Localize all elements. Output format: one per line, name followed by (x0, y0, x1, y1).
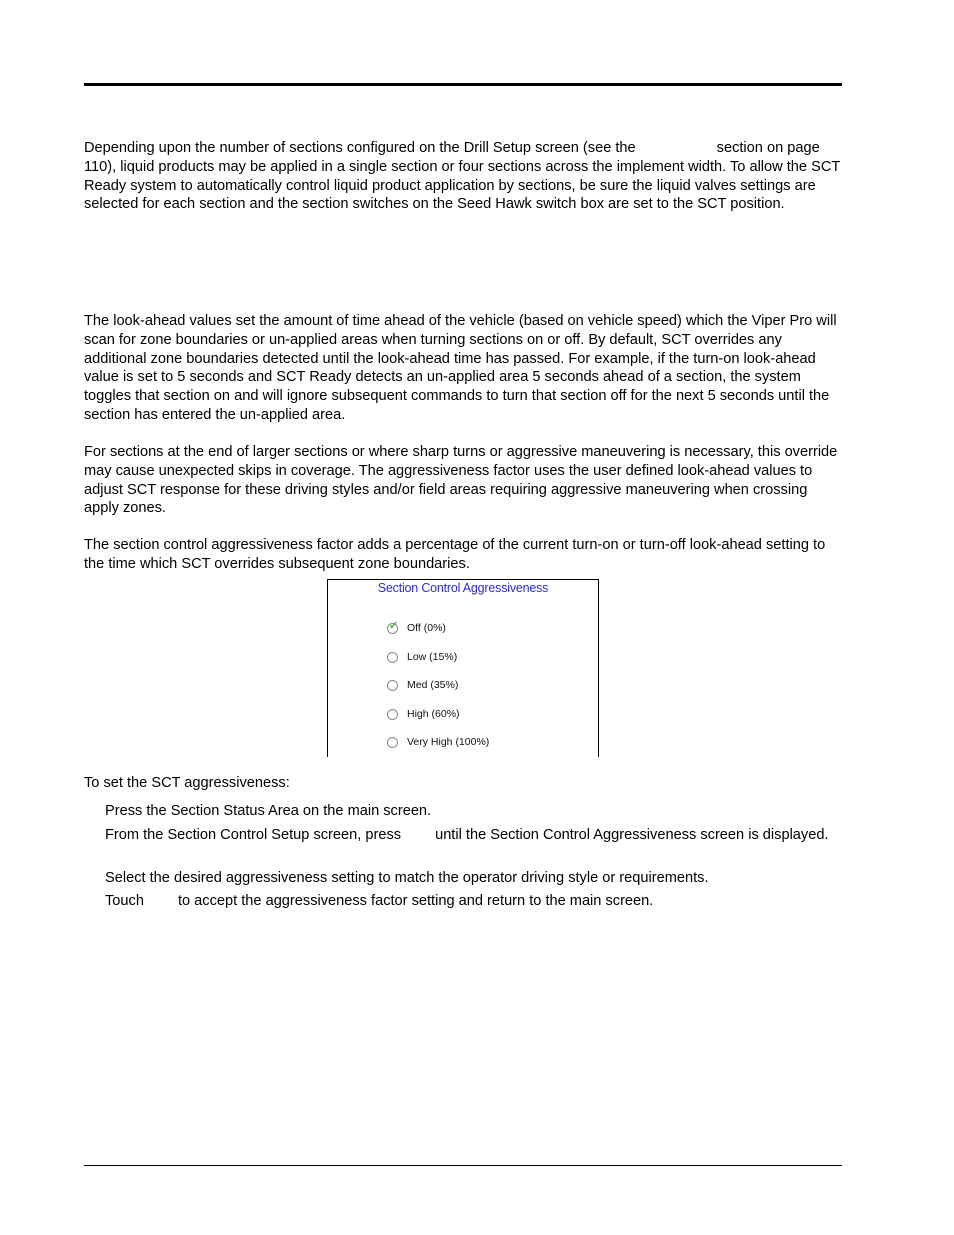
option-off[interactable] (387, 620, 446, 636)
step-3: Select the desired aggressiveness setting to match the operator driving style or requirements. (105, 870, 709, 886)
steps-intro: To set the SCT aggressiveness: (84, 775, 290, 791)
option-label: High (60%) (407, 708, 460, 720)
step-2-text-b: until the Section Control Aggressiveness screen is displayed. (435, 827, 829, 843)
header-rule (84, 83, 842, 86)
check-icon: ✓ (389, 619, 399, 632)
intro-text-part1: Depending upon the number of sections configured on the Drill Setup screen (see the (84, 140, 636, 156)
option-label: Off (0%) (407, 622, 446, 634)
aggressiveness-screenshot (327, 579, 599, 757)
radio-icon (387, 709, 398, 720)
lookahead-paragraph: The look-ahead values set the amount of time ahead of the vehicle (based on vehicle speed) which the Viper Pro will scan for zone boundaries or un-applied areas when turning sections on or off. By default, SCT overrides any additional zone boundaries detected until the look-ahead time has passed. For example, if the turn-on look-ahead value is set to 5 seconds and SCT Ready detects an un-applied area 5 seconds ahead of a section, the system toggles that section on and will ignore subsequent commands to turn that section off for the next 5 seconds until the section has entered the un-applied area. (84, 313, 837, 423)
option-very-high[interactable] (387, 734, 489, 750)
radio-icon (387, 680, 398, 691)
step-4-text-b: to accept the aggressiveness factor setting and return to the main screen. (177, 893, 654, 909)
option-label: Very High (100%) (407, 736, 490, 748)
radio-selected-icon (387, 619, 399, 634)
option-label: Med (35%) (407, 679, 459, 691)
option-label: Low (15%) (407, 651, 458, 663)
option-med[interactable] (387, 677, 458, 693)
radio-icon (387, 737, 398, 748)
footer-rule (84, 1165, 842, 1166)
option-low[interactable] (387, 649, 457, 665)
step-4 (105, 892, 842, 911)
intro-text-part2: section on page 110), liquid products may be applied in a single section or four sections across the implement width. To allow the SCT Ready system to automatically control liquid product application by sections, be sure the liquid valves settings are selected for each section and the section switches on the Seed Hawk switch box are set to the SCT position. (84, 140, 841, 213)
intro-paragraph (84, 139, 842, 214)
override-paragraph: For sections at the end of larger sections or where sharp turns or aggressive maneuvering is necessary, this override may cause unexpected skips in coverage. The aggressiveness factor uses the user defined look-ahead values to adjust SCT response for these driving styles and/or field areas requiring aggressive maneuvering when crossing apply zones. (84, 444, 838, 517)
step-4-text-a: Touch (105, 893, 144, 909)
radio-icon (387, 652, 398, 663)
option-high[interactable] (387, 706, 460, 722)
step-2 (105, 826, 842, 845)
step-2-text-a: From the Section Control Setup screen, press (105, 827, 402, 843)
factor-paragraph: The section control aggressiveness factor adds a percentage of the current turn-on or turn-off look-ahead setting to the time which SCT overrides subsequent zone boundaries. (84, 537, 826, 572)
step-1: Press the Section Status Area on the main screen. (105, 803, 432, 819)
panel-title: Section Control Aggressiveness (377, 581, 549, 595)
